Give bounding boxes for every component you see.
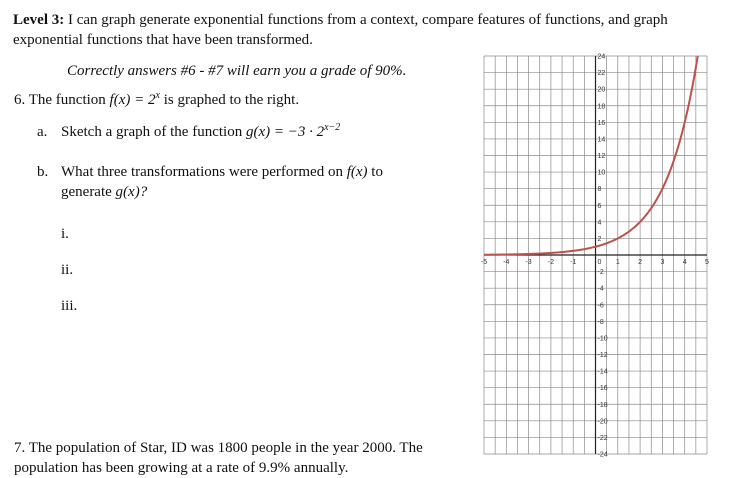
question-6 bbox=[14, 90, 299, 110]
y-tick-label: -22 bbox=[597, 434, 608, 442]
y-tick-label: 8 bbox=[597, 186, 602, 194]
y-tick-label: 2 bbox=[597, 235, 602, 243]
q6b-label: b. bbox=[37, 164, 49, 180]
y-tick-label: 14 bbox=[597, 136, 606, 144]
x-tick-label: 0 bbox=[597, 259, 602, 266]
q6b-fx: f(x) bbox=[346, 164, 368, 180]
q6-fx-exp: x bbox=[155, 90, 160, 101]
level-header bbox=[13, 10, 668, 30]
answer-i: i. bbox=[61, 226, 69, 242]
y-tick-label: 10 bbox=[597, 169, 606, 177]
level-label: Level 3: bbox=[13, 12, 65, 28]
level-text-2: exponential functions that have been transformed. bbox=[13, 32, 313, 48]
x-tick-label: 1 bbox=[615, 259, 620, 266]
x-tick-label: -1 bbox=[570, 259, 577, 266]
function-graph bbox=[478, 50, 713, 460]
x-tick-label: -4 bbox=[503, 259, 510, 266]
x-tick-label: 2 bbox=[638, 259, 643, 266]
y-tick-label: 6 bbox=[597, 202, 602, 210]
y-tick-label: -12 bbox=[597, 352, 608, 359]
q6a-text-body: Sketch a graph of the function bbox=[61, 124, 243, 140]
x-tick-label: 5 bbox=[705, 259, 709, 266]
q6a-text bbox=[61, 122, 340, 142]
answer-ii: ii. bbox=[61, 262, 74, 278]
y-tick-label: 16 bbox=[597, 119, 606, 127]
y-tick-label: 4 bbox=[597, 219, 602, 227]
y-tick-label: -2 bbox=[597, 269, 604, 277]
x-tick-label: -3 bbox=[525, 259, 532, 266]
y-tick-label: 18 bbox=[597, 103, 606, 111]
y-tick-label: -10 bbox=[597, 335, 608, 343]
grade-note: Correctly answers #6 - #7 will earn you a grade of 90%. bbox=[67, 63, 407, 79]
y-tick-label: 22 bbox=[597, 70, 606, 78]
y-tick-label: 20 bbox=[597, 86, 606, 94]
y-tick-label: -18 bbox=[597, 401, 608, 409]
q6b-text-2: generate bbox=[61, 184, 112, 200]
q6-fx: f(x) = 2 bbox=[109, 92, 156, 108]
y-tick-label: 24 bbox=[597, 53, 606, 61]
y-tick-label: -24 bbox=[597, 451, 608, 459]
q6-text-post: is graphed to the right. bbox=[163, 92, 300, 108]
answer-iii: iii. bbox=[61, 298, 78, 314]
level-text-1: I can graph generate exponential functions from a context, compare features of functions, and graph bbox=[67, 12, 668, 28]
q6b-text-line1 bbox=[61, 162, 383, 182]
q6b-gx: g(x)? bbox=[115, 184, 148, 200]
x-tick-label: 3 bbox=[660, 259, 665, 266]
y-tick-label: -14 bbox=[597, 368, 608, 376]
y-tick-label: -6 bbox=[597, 302, 604, 310]
x-tick-label: 4 bbox=[682, 259, 687, 266]
q6a-gx: g(x) = −3 · 2 bbox=[245, 124, 325, 140]
q6b-text-1: What three transformations were performed on bbox=[61, 164, 343, 180]
y-tick-label: -16 bbox=[597, 385, 608, 393]
q6a-gx-exp: x−2 bbox=[324, 122, 341, 133]
graph-svg bbox=[478, 50, 713, 460]
q6b-text-line2 bbox=[61, 182, 147, 202]
q6a-label: a. bbox=[37, 124, 48, 140]
q6b-text-1-end: to bbox=[371, 164, 383, 180]
q7-line-1: 7. The population of Star, ID was 1800 people in the year 2000. The bbox=[14, 440, 423, 456]
y-tick-label: -8 bbox=[597, 318, 604, 326]
q7-line-2: population has been growing at a rate of 9.9% annually. bbox=[14, 460, 349, 476]
y-tick-label: -20 bbox=[597, 418, 608, 426]
y-tick-label: -4 bbox=[597, 285, 604, 293]
x-tick-label: -2 bbox=[547, 259, 555, 266]
x-tick-label: -5 bbox=[480, 259, 488, 266]
y-tick-label: 12 bbox=[597, 153, 606, 160]
q6-number: 6. bbox=[14, 92, 26, 108]
q6-text-pre: The function bbox=[28, 92, 106, 108]
